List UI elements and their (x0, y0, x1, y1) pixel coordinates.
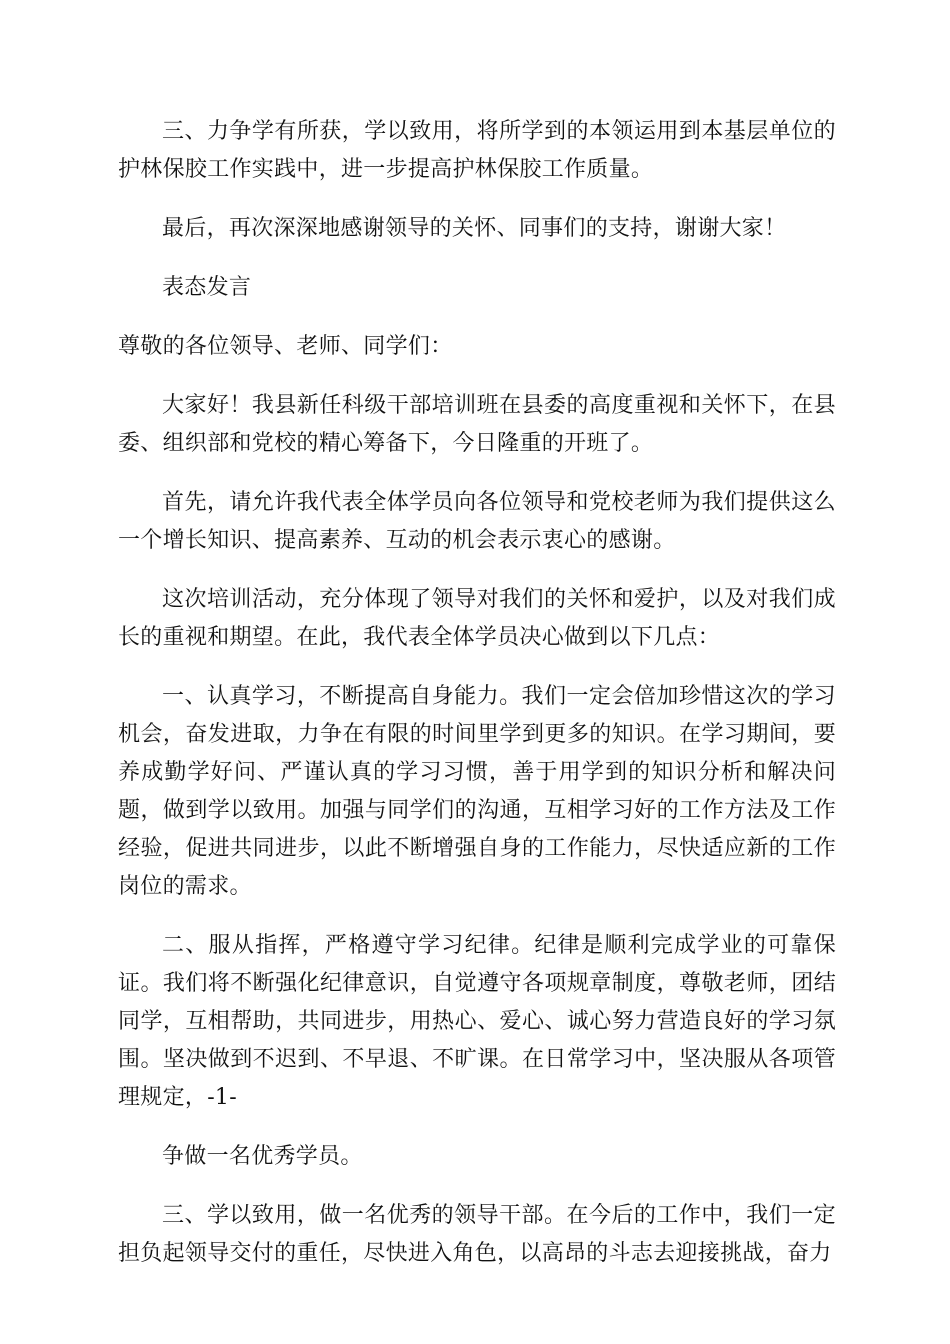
paragraph-10: 争做一名优秀学员。 (162, 1144, 363, 1169)
paragraph-9: 二、服从指挥，严格遵守学习纪律。纪律是顺利完成学业的可靠保证。我们将不断强化纪律意识，自觉遵守各项规章制度，尊敬老师，团结同学，互相帮助，共同进步，用热心、爱心、诚心努力营造良好的学习氛围。坚决做到不迟到、不早退、不旷课。在日常学习中，坚决服从各项管理规定，-1- (118, 933, 836, 1110)
paragraph-2: 最后，再次深深地感谢领导的关怀、同事们的支持，谢谢大家！ (162, 216, 787, 241)
paragraph-5: 大家好！我县新任科级干部培训班在县委的高度重视和关怀下，在县委、组织部和党校的精心筹备下，今日隆重的开班了。 (118, 393, 836, 456)
document-body (118, 113, 836, 1294)
paragraph-8: 一、认真学习，不断提高自身能力。我们一定会倍加珍惜这次的学习机会，奋发进取，力争在有限的时间里学到更多的知识。在学习期间，要养成勤学好问、严谨认真的学习习惯，善于用学到的知识分析和解决问题，做到学以致用。加强与同学们的沟通，互相学习好的工作方法及工作经验，促进共同进步，以此不断增强自身的工作能力，尽快适应新的工作岗位的需求。 (118, 684, 836, 899)
paragraph-7: 这次培训活动，充分体现了领导对我们的关怀和爱护，以及对我们成长的重视和期望。在此，我代表全体学员决心做到以下几点： (118, 587, 836, 650)
paragraph-1: 三、力争学有所获，学以致用，将所学到的本领运用到本基层单位的护林保胶工作实践中，进一步提高护林保胶工作质量。 (118, 119, 836, 182)
paragraph-11: 三、学以致用，做一名优秀的领导干部。在今后的工作中，我们一定担负起领导交付的重任，尽快进入角色，以高昂的斗志去迎接挑战，奋力 (118, 1203, 836, 1266)
salutation: 尊敬的各位领导、老师、同学们： (118, 334, 453, 359)
section-title: 表态发言 (162, 275, 252, 300)
paragraph-6: 首先，请允许我代表全体学员向各位领导和党校老师为我们提供这么一个增长知识、提高素养、互动的机会表示衷心的感谢。 (118, 490, 836, 553)
